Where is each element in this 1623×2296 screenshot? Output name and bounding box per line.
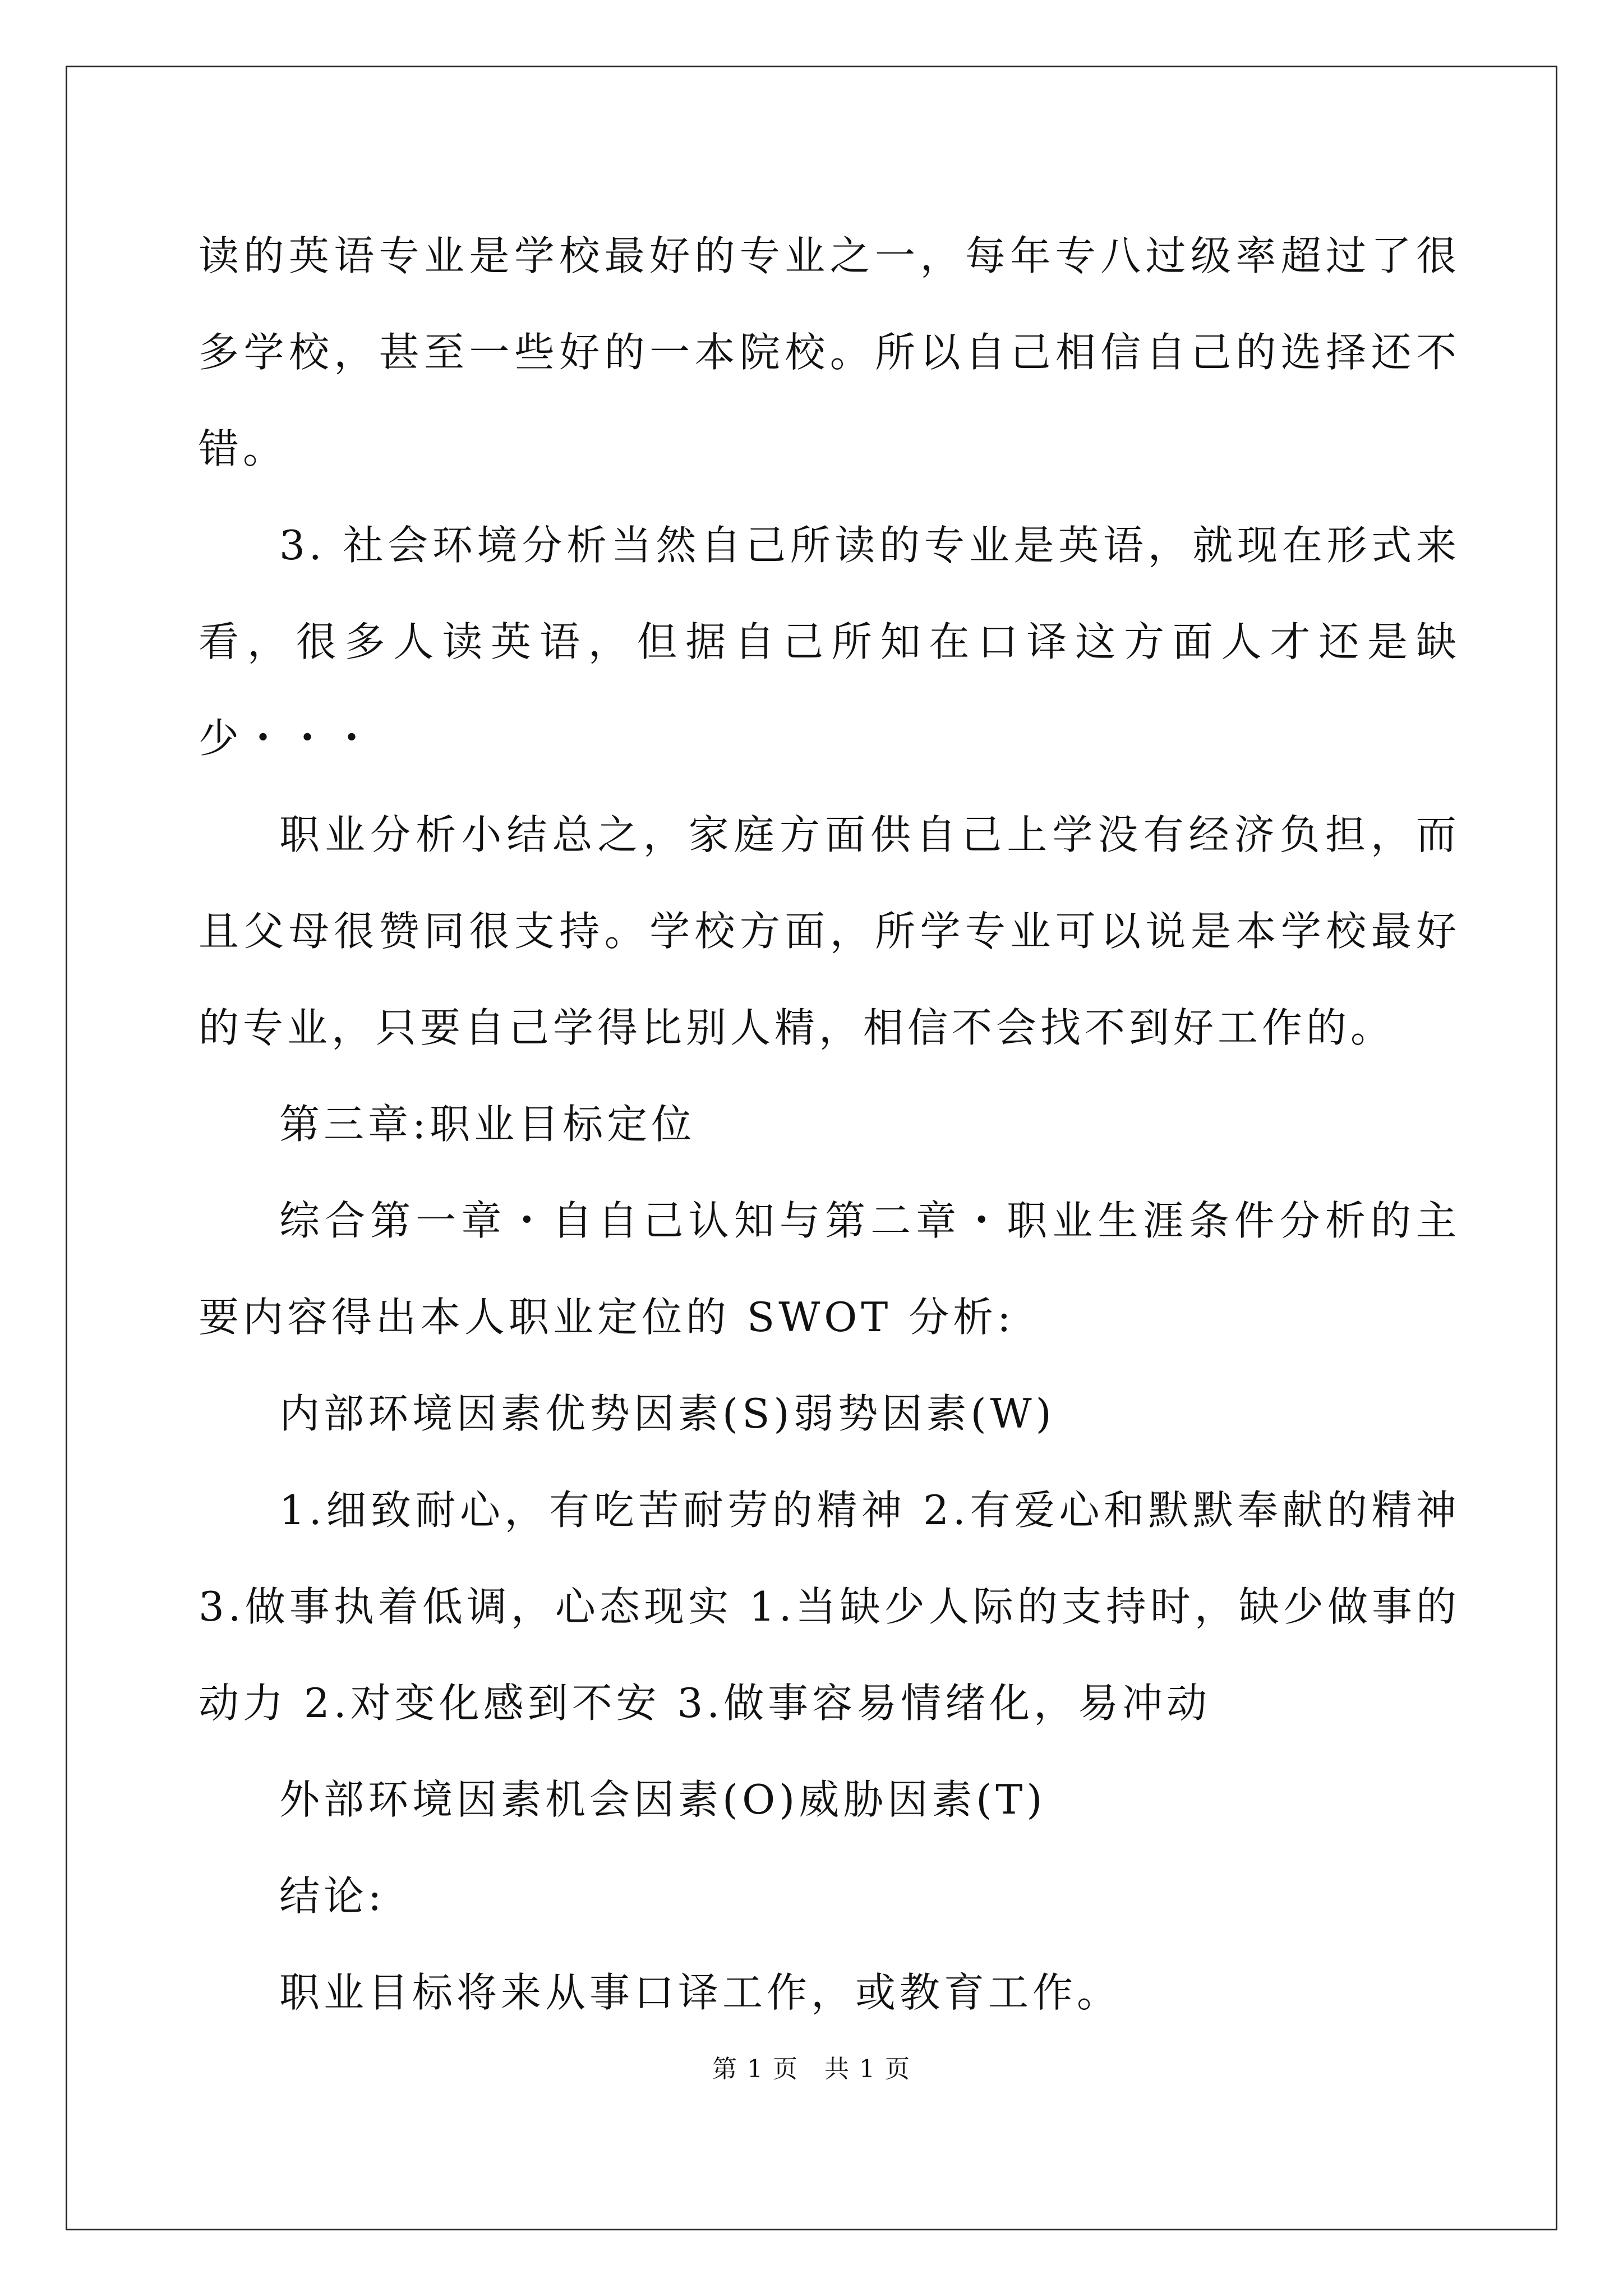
chapter-heading: 第三章:职业目标定位 [279,1101,696,1148]
paragraph-career-summary: 职业分析小结总之，家庭方面供自己上学没有经济负担，而且父母很赞同很支持。学校方面，所学专业可以说是本学校最好的专业，只要自己学得比别人精，相信不会找不到好工作的。 [199,811,1460,1051]
paragraph-external-factors: 外部环境因素机会因素(O)威胁因素(T) [279,1776,1046,1823]
paragraph-continued: 读的英语专业是学校最好的专业之一，每年专八过级率超过了很多学校，甚至一些好的一本院校。所以自己相信自己的选择还不错。 [199,232,1460,472]
paragraph-conclusion-label: 结论: [279,1872,386,1920]
document-body [199,208,1460,2041]
page-footer: 第 1 页 共 1 页 [712,2055,911,2083]
paragraph-swot-intro: 综合第一章・自自己认知与第二章・职业生涯条件分析的主要内容得出本人职业定位的 SWOT 分析: [199,1197,1460,1341]
paragraph-strengths-weaknesses: 1.细致耐心，有吃苦耐劳的精神 2.有爱心和默默奉献的精神 3.做事执着低调，心态现实 1.当缺少人际的支持时，缺少做事的动力 2.对变化感到不安 3.做事容易情绪化，易冲动 [199,1487,1460,1727]
paragraph-social-environment: 3. 社会环境分析当然自己所读的专业是英语，就现在形式来看，很多人读英语，但据自己所知在口译这方面人才还是缺少・・・ [199,522,1460,762]
paragraph-career-goal: 职业目标将来从事口译工作，或教育工作。 [279,1969,1122,2016]
paragraph-internal-factors: 内部环境因素优势因素(S)弱势因素(W) [279,1390,1055,1437]
